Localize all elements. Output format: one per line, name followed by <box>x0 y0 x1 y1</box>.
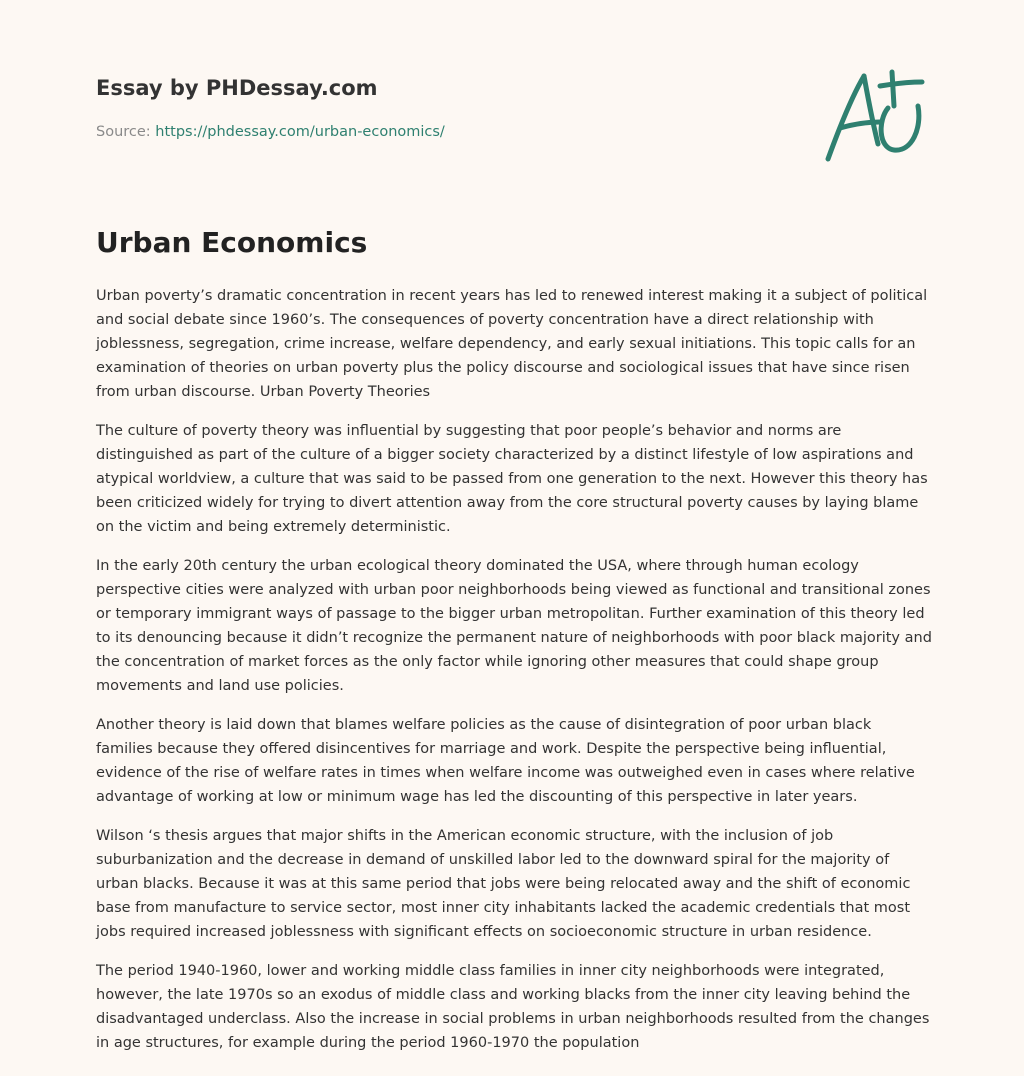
document-title: Urban Economics <box>96 226 368 259</box>
source-label: Source: <box>96 124 151 140</box>
a-plus-logo-icon <box>818 64 930 168</box>
source-link[interactable]: https://phdessay.com/urban-economics/ <box>155 124 445 140</box>
document-body <box>96 284 932 1070</box>
paragraph: In the early 20th century the urban ecological theory dominated the USA, where through human ecology perspective cities were analyzed with urban poor neighborhoods being viewed as functional and transitional zones or temporary immigrant ways of passage to the bigger urban metropolitan. Further examination of this theory led to its denouncing because it didn’t recognize the permanent nature of neighborhoods with poor black majority and the concentration of market forces as the only factor while ignoring other measures that could shape group movements and land use policies. <box>96 558 932 694</box>
paragraph: The culture of poverty theory was influential by suggesting that poor people’s behavior and norms are distinguished as part of the culture of a bigger society characterized by a distinct lifestyle of low aspirations and atypical worldview, a culture that was said to be passed from one generation to the next. However this theory has been criticized widely for trying to divert attention away from the core structural poverty causes by laying blame on the victim and being extremely deterministic. <box>96 423 928 535</box>
source-line <box>96 124 445 140</box>
paragraph: Urban poverty’s dramatic concentration in recent years has led to renewed interest making it a subject of political and social debate since 1960’s. The consequences of poverty concentration have a direct relationship with joblessness, segregation, crime increase, welfare dependency, and early sexual initiations. This topic calls for an examination of theories on urban poverty plus the policy discourse and sociological issues that have since risen from urban discourse. Urban Poverty Theories <box>96 288 928 400</box>
paragraph: Another theory is laid down that blames welfare policies as the cause of disintegration of poor urban black families because they offered disincentives for marriage and work. Despite the perspective being influential, evidence of the rise of welfare rates in times when welfare income was outweighed even in cases where relative advantage of working at low or minimum wage has led the discounting of this perspective in later years. <box>96 717 915 805</box>
paragraph: Wilson ‘s thesis argues that major shifts in the American economic structure, with the inclusion of job suburbanization and the decrease in demand of unskilled labor led to the downward spiral for the majority of urban blacks. Because it was at this same period that jobs were being relocated away and the shift of economic base from manufacture to service sector, most inner city inhabitants lacked the academic credentials that most jobs required increased joblessness with significant effects on socioeconomic structure in urban residence. <box>96 828 911 940</box>
paragraph: The period 1940-1960, lower and working middle class families in inner city neighborhoods were integrated, however, the late 1970s so an exodus of middle class and working blacks from the inner city leaving behind the disadvantaged underclass. Also the increase in social problems in urban neighborhoods resulted from the changes in age structures, for example during the period 1960-1970 the population <box>96 963 930 1051</box>
site-title: Essay by PHDessay.com <box>96 76 378 100</box>
